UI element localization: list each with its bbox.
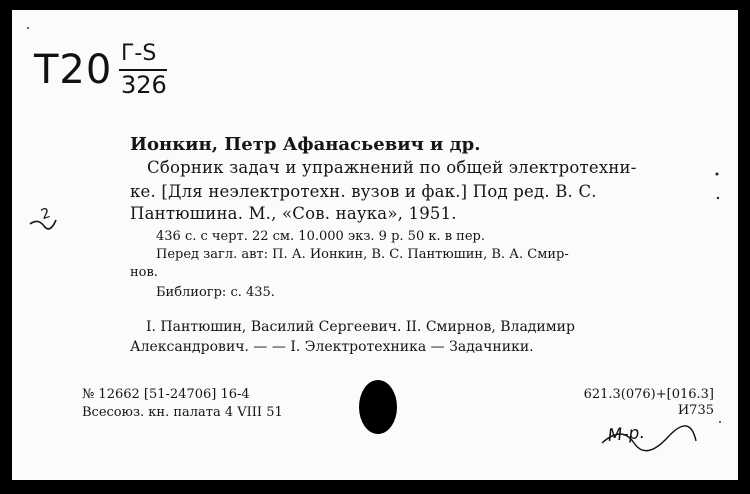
catalog-card [12, 10, 738, 480]
handwritten-margin-note: 2 [39, 205, 53, 224]
record-number: № 12662 [51-24706] 16-4 [82, 387, 250, 402]
speck-2 [717, 197, 719, 199]
subject-tracing-line-2: Александрович. — — I. Электротехника — Задачники. [130, 339, 534, 355]
book-chamber-stamp: Всесоюз. кн. палата 4 VIII 51 [82, 405, 283, 420]
title-line-3: Пантюшина. М., «Сов. наука», 1951. [130, 204, 457, 223]
handwritten-signature: М-р. [607, 422, 646, 446]
shelf-fraction [117, 42, 175, 102]
classification-code: 621.3(076)+[016.3] [583, 387, 714, 402]
punch-hole [359, 380, 397, 434]
shelf-fraction-top: Г-S [121, 41, 157, 66]
author-note-line-2: нов. [130, 265, 158, 280]
physical-description: 436 с. с черт. 22 см. 10.000 экз. 9 р. 50 к. в пер. [156, 229, 485, 244]
speck-4 [719, 421, 721, 423]
speck-3 [27, 27, 29, 29]
author-heading: Ионкин, Петр Афанасьевич и др. [130, 134, 481, 155]
title-line-2: ке. [Для неэлектротехн. вузов и фак.] Под ред. В. С. [130, 182, 597, 201]
speck-1 [716, 173, 719, 176]
subject-tracing-line-1: I. Пантюшин, Василий Сергеевич. II. Смирнов, Владимир [146, 319, 575, 335]
title-line-1: Сборник задач и упражнений по общей электротехни- [147, 158, 637, 177]
author-note-line-1: Перед загл. авт: П. А. Ионкин, В. С. Пантюшин, В. А. Смир- [156, 247, 569, 262]
shelf-code: Т20 [34, 47, 113, 93]
author-mark: И735 [677, 403, 714, 418]
shelf-fraction-bottom: 326 [121, 71, 167, 99]
bibliography-note: Библиогр: с. 435. [156, 285, 275, 300]
